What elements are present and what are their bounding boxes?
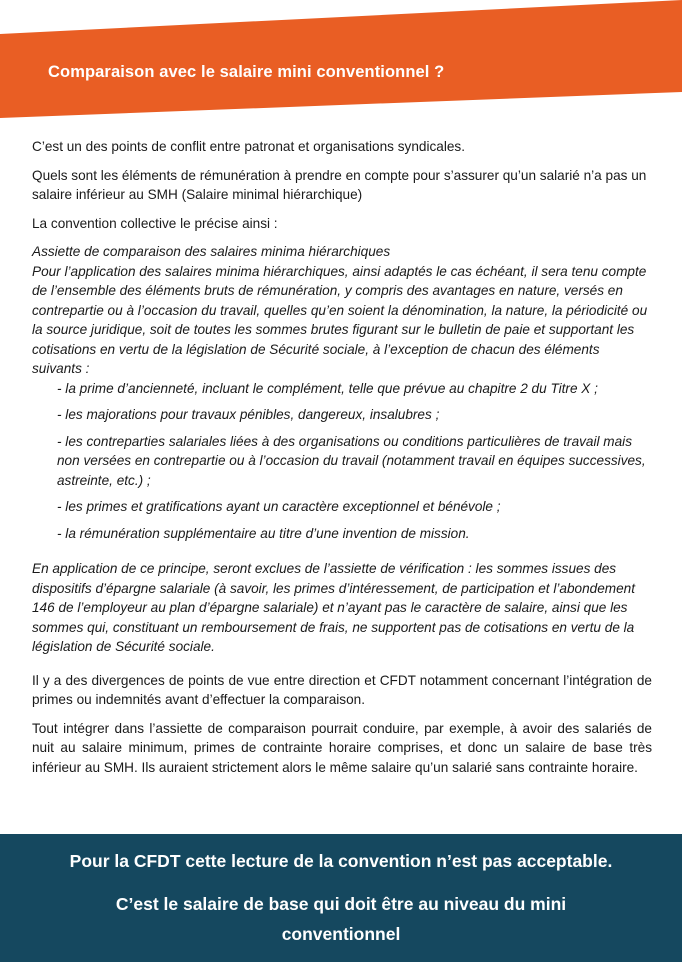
list-item: - la rémunération supplémentaire au titre d’une invention de mission. — [57, 525, 470, 541]
intro-paragraph-3: La convention collective le précise ainsi : — [32, 215, 278, 231]
main-content — [32, 137, 652, 786]
analysis-paragraph-1: Il y a des divergences de points de vue entre direction et CFDT notamment concernant l’intégration de primes ou indemnités avant d’effectuer la comparaison. — [32, 672, 652, 707]
quote-closing: En application de ce principe, seront exclues de l’assiette de vérification : les sommes issues des dispositifs d’épargne salariale (à savoir, les primes d’intéressement, de participation et l’abondement 146 de l’employeur au plan d’épargne salariale) et n’ayant pas le caractère de salaire, ainsi que les sommes qui, constituant un remboursement de frais, ne supportent pas de cotisations en vertu de la législation de Sécurité sociale. — [32, 561, 635, 654]
list-item: - les primes et gratifications ayant un caractère exceptionnel et bénévole ; — [57, 499, 501, 514]
page-title: Comparaison avec le salaire mini conventionnel ? — [48, 63, 445, 81]
footer-conclusion: C’est le salaire de base qui doit être au niveau du mini conventionnel — [115, 894, 567, 944]
footer-banner — [0, 834, 682, 962]
banner-shape — [0, 0, 682, 118]
list-item: - les contreparties salariales liées à des organisations ou conditions particulières de travail mais non versées en contrepartie ou à l’occasion du travail (notamment travail en équipes successives, astreinte, etc.) ; — [57, 433, 646, 488]
quote-title: Assiette de comparaison des salaires minima hiérarchiques — [32, 244, 391, 259]
footer-statement: Pour la CFDT cette lecture de la convention n’est pas acceptable. — [69, 851, 613, 871]
analysis-paragraph-2: Tout intégrer dans l’assiette de comparaison pourrait conduire, par exemple, à avoir des salariés de nuit au salaire minimum, primes de contrainte horaire comprises, et donc un salaire de base très inférieur au SMH. Ils auraient strictement alors le même salaire qu’un salarié sans contrainte horaire. — [32, 720, 652, 775]
intro-paragraph-2: Quels sont les éléments de rémunération à prendre en compte pour s’assurer qu’un salarié n’a pas un salaire inférieur au SMH (Salaire minimal hiérarchique) — [32, 167, 647, 202]
list-item: - les majorations pour travaux pénibles, dangereux, insalubres ; — [57, 407, 440, 422]
header-banner — [0, 0, 682, 118]
list-item: - la prime d’ancienneté, incluant le complément, telle que prévue au chapitre 2 du Titre X ; — [57, 380, 598, 396]
quote-body: Pour l’application des salaires minima hiérarchiques, ainsi adaptés le cas échéant, il sera tenu compte de l’ensemble des éléments bruts de rémunération, y compris des avantages en nature, versés en contrepartie ou à l’occasion du travail, quelles qu’en soient la dénomination, la nature, la périodicité ou la source juridique, soit de toutes les sommes brutes figurant sur le bulletin de paie et supportant les cotisations en vertu de la législation de Sécurité sociale, à l’exception de chacun des éléments suivants : — [32, 263, 648, 376]
section-spacer — [32, 657, 652, 671]
intro-paragraph-1: C’est un des points de conflit entre patronat et organisations syndicales. — [32, 139, 465, 154]
convention-quote — [32, 242, 652, 657]
exclusion-list — [32, 379, 652, 544]
